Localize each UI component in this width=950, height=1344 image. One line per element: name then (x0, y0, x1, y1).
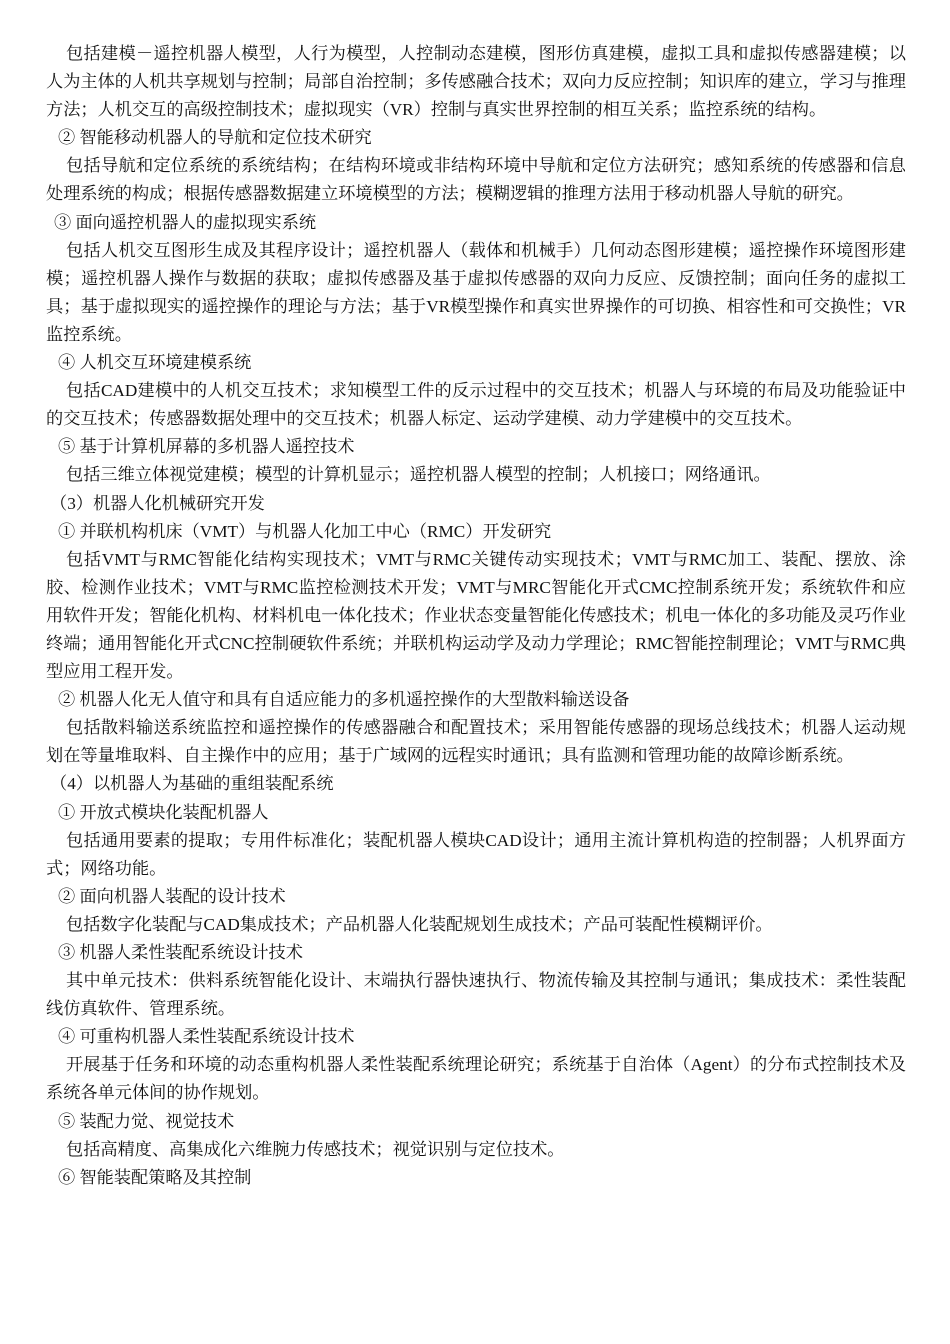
heading-flexible-assembly: ③ 机器人柔性装配系统设计技术 (58, 943, 303, 962)
section-robotized-machinery: （3）机器人化机械研究开发 (50, 493, 265, 513)
paragraph-hci: 包括CAD建模中的人机交互技术；求知模型工件的反示过程中的交互技术；机器人与环境的布局及功能验证中的交互技术；传感器数据处理中的交互技术；机器人标定、运动学建模、动力学建模中的交互技术。 (46, 381, 906, 429)
paragraph-force-vision: 包括高精度、高集成化六维腕力传感技术；视觉识别与定位技术。 (66, 1139, 565, 1159)
paragraph-reconfigurable: 开展基于任务和环境的动态重构机器人柔性装配系统理论研究；系统基于自治体（Agent）的分布式控制技术及系统各单元体间的协作规划。 (46, 1055, 906, 1103)
heading-force-vision: ⑤ 装配力觉、视觉技术 (58, 1111, 235, 1131)
paragraph-bulk-conveying: 包括散料输送系统监控和遥控操作的传感器融合和配置技术；采用智能传感器的现场总线技术；机器人运动规划在等量堆取料、自主操作中的应用；基于广域网的远程实时通讯；具有监测和管理功能的故障诊断系统。 (46, 718, 906, 766)
heading-design-for-assembly: ② 面向机器人装配的设计技术 (58, 886, 286, 906)
heading-mobile-robot-navigation: ② 智能移动机器人的导航和定位技术研究 (58, 128, 372, 148)
heading-intelligent-assembly-strategy: ⑥ 智能装配策略及其控制 (58, 1167, 252, 1187)
heading-bulk-conveying: ② 机器人化无人值守和具有自适应能力的多机遥控操作的大型散料输送设备 (58, 690, 630, 710)
heading-virtual-reality-system: ③ 面向遥控机器人的虚拟现实系统 (54, 212, 317, 232)
heading-reconfigurable-flexible-assembly: ④ 可重构机器人柔性装配系统设计技术 (58, 1027, 355, 1047)
heading-hci-modeling: ④ 人机交互环境建模系统 (58, 353, 252, 373)
section-reconfigurable-assembly: （4）以机器人为基础的重组装配系统 (50, 774, 334, 794)
paragraph-virtual-reality: 包括人机交互图形生成及其程序设计；遥控机器人（载体和机械手）几何动态图形建模；遥控操作环境图形建模；遥控机器人操作与数据的获取；虚拟传感器及基于虚拟传感器的双向力反应、反馈控制；面向任务的虚拟工具；基于虚拟现实的遥控操作的理论与方法；基于VR模型操作和真实世界操作的可切换、相容性和可交换性；VR监控系统。 (46, 240, 906, 344)
paragraph-navigation: 包括导航和定位系统的系统结构；在结构环境或非结构环境中导航和定位方法研究；感知系统的传感器和信息处理系统的构成；根据传感器数据建立环境模型的方法；模糊逻辑的推理方法用于移动机器人导航的研究。 (46, 156, 906, 204)
paragraph-vmt-rmc: 包括VMT与RMC智能化结构实现技术；VMT与RMC关键传动实现技术；VMT与RMC加工、装配、摆放、涂胶、检测作业技术；VMT与RMC监控检测技术开发；VMT与MRC智能化开式CMC控制系统开发；系统软件和应用软件开发；智能化机构、材料机电一体化技术；作业状态变量智能化传感技术；机电一体化的多功能及灵巧作业终端；通用智能化开式CNC控制硬软件系统；并联机构运动学及动力学理论；RMC智能控制理论；VMT与RMC典型应用工程开发。 (46, 549, 906, 682)
paragraph-design-for-assembly: 包括数字化装配与CAD集成技术；产品机器人化装配规划生成技术；产品可装配性模糊评价。 (66, 914, 773, 934)
paragraph-teleoperation-modeling: 包括建模－遥控机器人模型，人行为模型，人控制动态建模，图形仿真建模，虚拟工具和虚拟传感器建模；以人为主体的人机共享规划与控制；局部自治控制；多传感融合技术；双向力反应控制；知识库的建立，学习与推理方法；人机交互的高级控制技术；虚拟现实（VR）控制与真实世界控制的相互关系；监控系统的结构。 (46, 44, 906, 120)
heading-multi-robot-teleop: ⑤ 基于计算机屏幕的多机器人遥控技术 (58, 437, 355, 457)
heading-modular-assembly-robot: ① 开放式模块化装配机器人 (58, 802, 269, 822)
paragraph-flexible-assembly: 其中单元技术：供料系统智能化设计、末端执行器快速执行、物流传输及其控制与通讯；集成技术：柔性装配线仿真软件、管理系统。 (46, 971, 906, 1019)
paragraph-multi-robot: 包括三维立体视觉建模；模型的计算机显示；遥控机器人模型的控制；人机接口；网络通讯。 (66, 465, 771, 485)
paragraph-modular-assembly: 包括通用要素的提取；专用件标准化；装配机器人模块CAD设计；通用主流计算机构造的控制器；人机界面方式；网络功能。 (46, 830, 906, 878)
heading-vmt-rmc: ① 并联机构机床（VMT）与机器人化加工中心（RMC）开发研究 (58, 521, 552, 541)
